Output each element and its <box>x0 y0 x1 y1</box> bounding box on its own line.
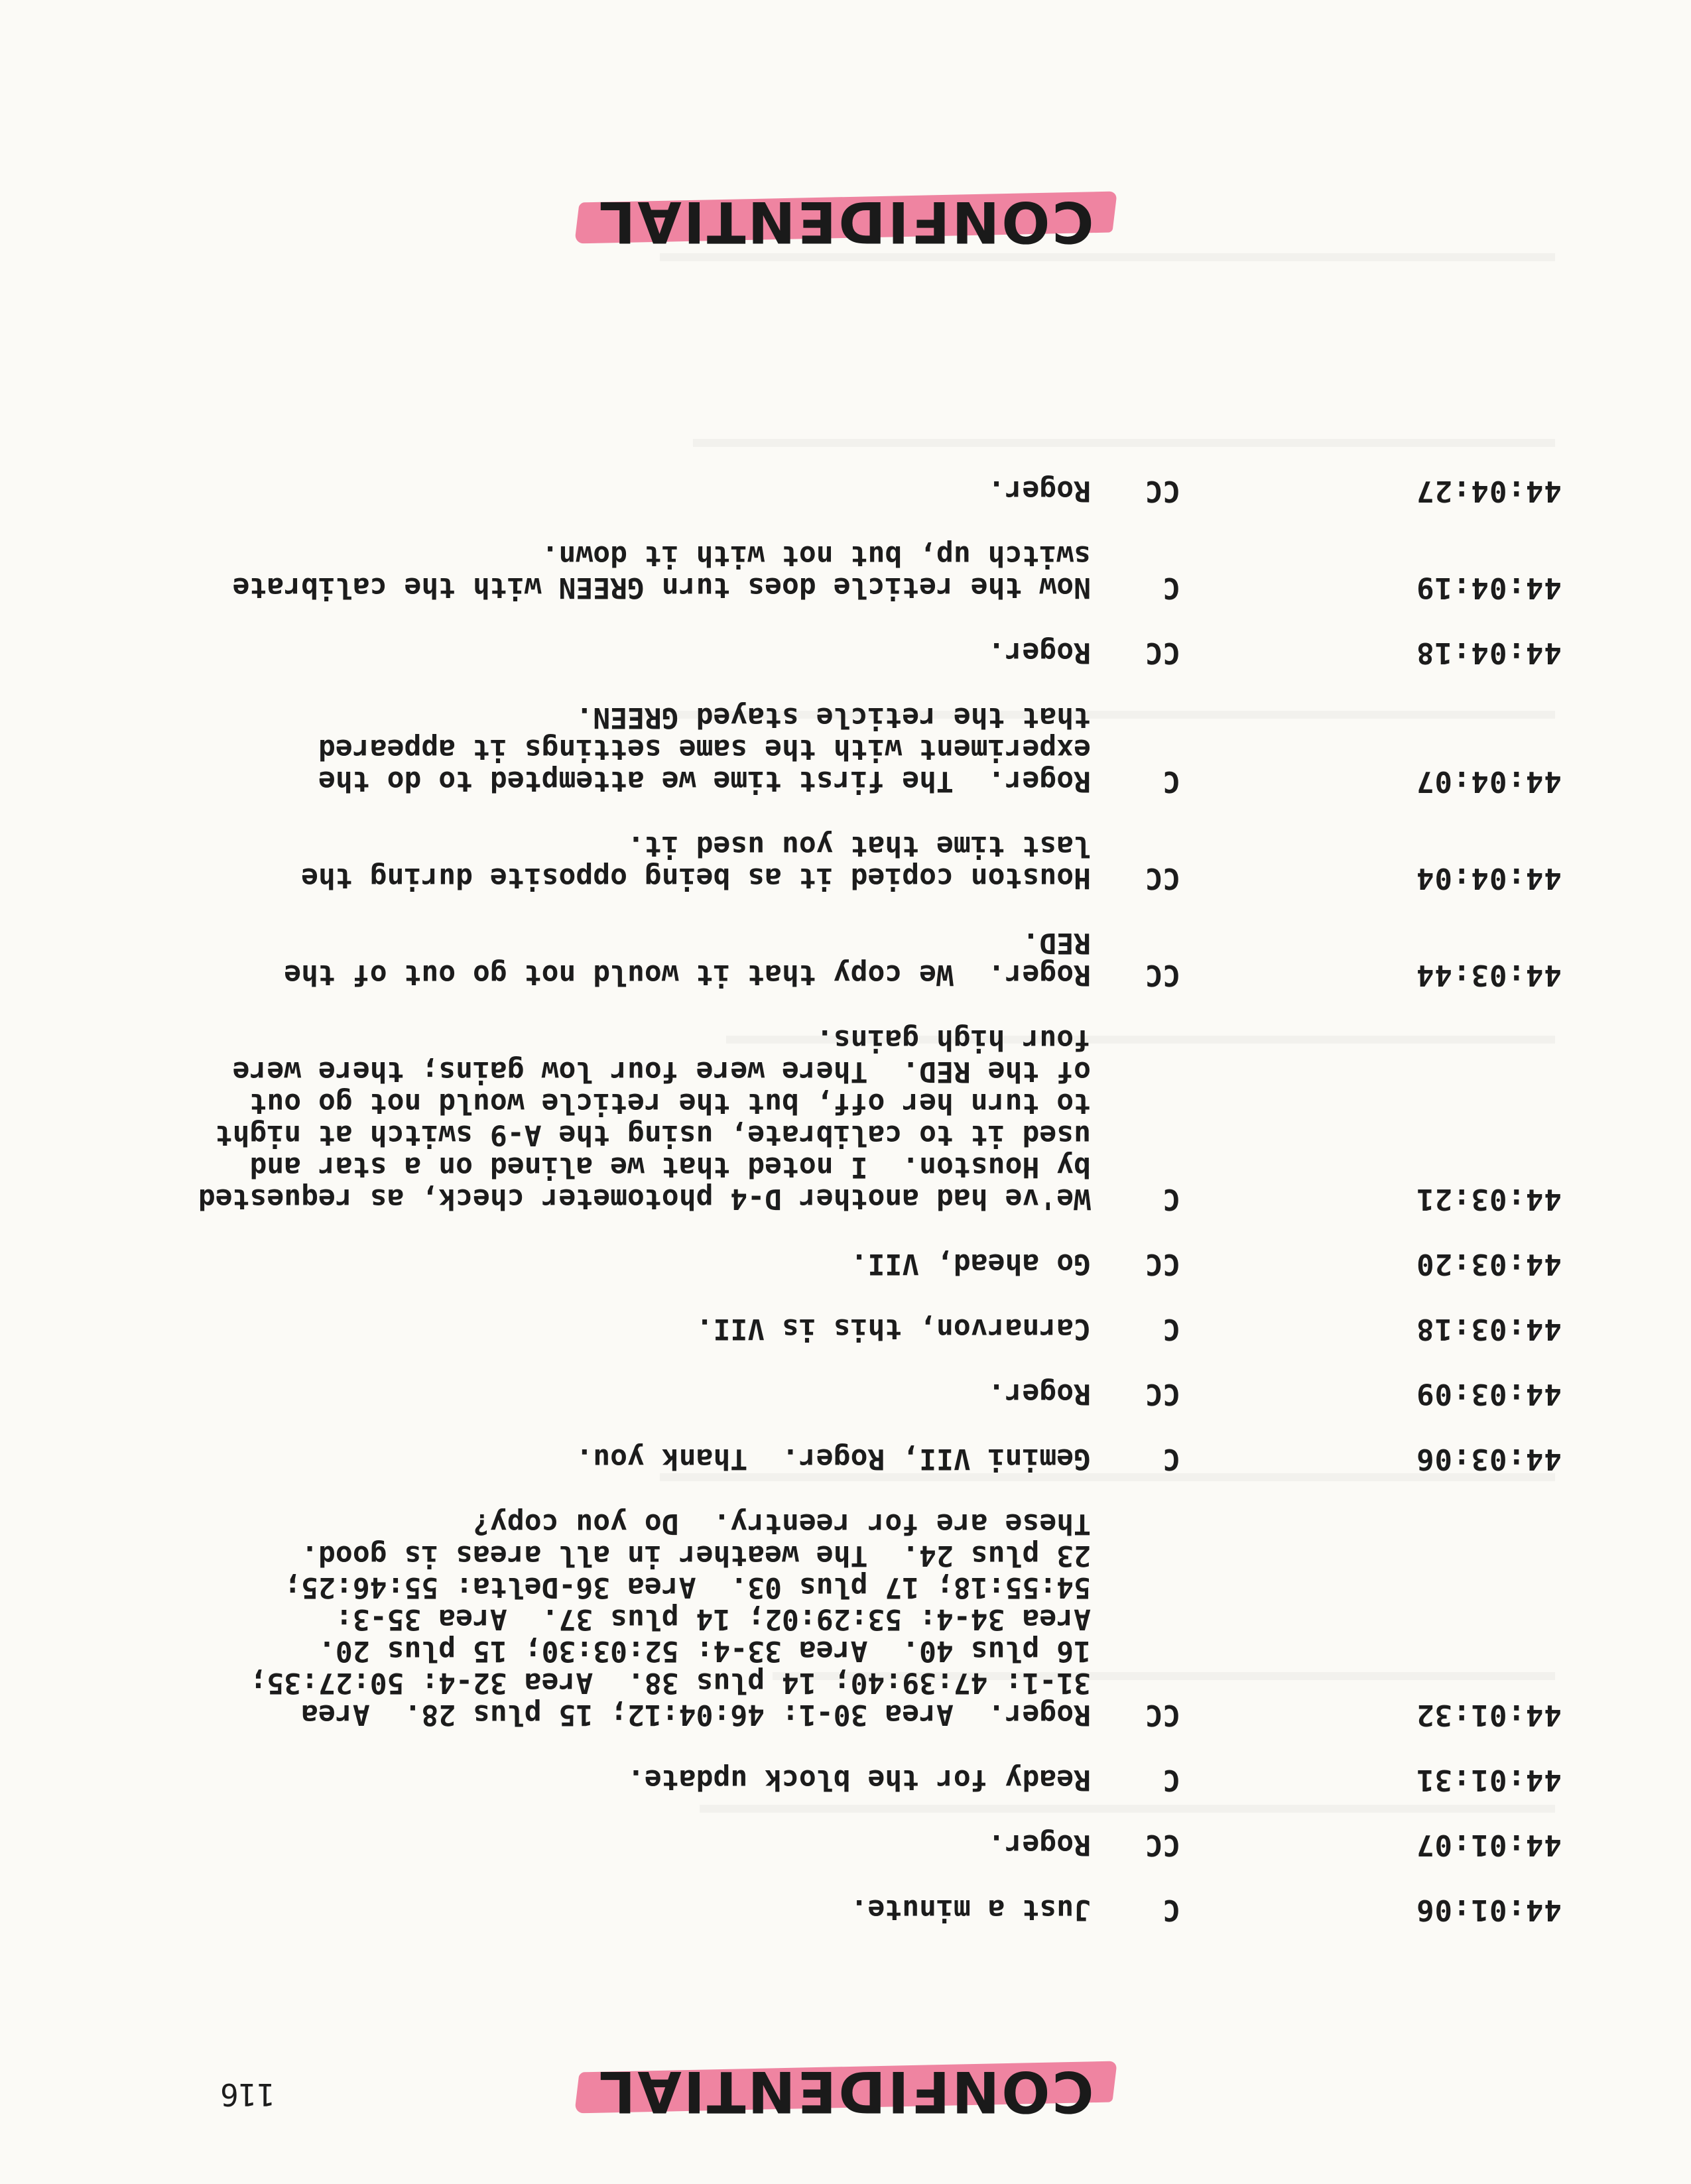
speaker: C <box>1162 571 1180 605</box>
elapsed-time: 44:03:18 <box>1416 1312 1562 1346</box>
dialogue-text: Roger. <box>987 1828 1091 1861</box>
dialogue-text: Roger. The first time we attempted to do the experiment with the same settings it appeared that the reticle stayed GREEN. <box>318 701 1091 798</box>
elapsed-time: 44:04:04 <box>1416 861 1562 895</box>
dialogue-text: We've had another D-4 photometer check, as requested by Houston. I noted that we alined on a star and used it to calibrate, using the A-9 switch at night to turn her off, but the reticle would not go out of the RED. There were four low gains; there were four high gains. <box>198 1023 1091 1215</box>
transcript-entry <box>0 701 1691 797</box>
speaker: CC <box>1145 1828 1180 1862</box>
elapsed-time: 44:04:27 <box>1416 474 1562 508</box>
speaker: CC <box>1145 636 1180 670</box>
transcript-entry <box>0 475 1691 507</box>
dialogue-text: Roger. Area 30-1: 46:04:12; 15 plus 28. Area 31-1: 47:39:40; 14 plus 38. Area 32-4: 50:27:35; 16 plus 40. Area 33-4: 52:03:30; 15 plus 20. Area 34-4: 53:29:02; 14 plus 37. Area 35-3: 54:55:18; 17 plus 03. Area 36-Delta: 55:46:25; 23 plus 24. The weather in all areas is good. These are for reentry. Do you copy? <box>249 1507 1091 1731</box>
dialogue-text: Ready for the block update. <box>627 1763 1091 1796</box>
confidential-label: CONFIDENTIAL <box>597 2058 1094 2124</box>
transcript-entry <box>0 927 1691 991</box>
speaker: CC <box>1145 474 1180 508</box>
dialogue-text: Now the reticle does turn GREEN with the calibrate switch up, but not with it down. <box>232 539 1091 604</box>
elapsed-time: 44:03:44 <box>1416 958 1562 992</box>
dialogue-text: Houston copied it as being opposite during the last time that you used it. <box>301 829 1091 894</box>
elapsed-time: 44:03:06 <box>1416 1442 1562 1476</box>
transcript-entry <box>0 1443 1691 1475</box>
confidential-stamp-top <box>0 2055 1691 2128</box>
speaker: C <box>1162 1893 1180 1927</box>
transcript-entry <box>0 1829 1691 1860</box>
elapsed-time: 44:01:06 <box>1416 1893 1562 1927</box>
elapsed-time: 44:03:20 <box>1416 1247 1562 1281</box>
elapsed-time: 44:01:31 <box>1416 1763 1562 1797</box>
speaker: CC <box>1145 958 1180 992</box>
dialogue-text: Just a minute. <box>850 1893 1091 1926</box>
transcript-entry <box>0 1378 1691 1410</box>
elapsed-time: 44:01:07 <box>1416 1828 1562 1862</box>
speaker: C <box>1162 1763 1180 1797</box>
elapsed-time: 44:04:18 <box>1416 636 1562 670</box>
dialogue-text: Carnarvon, this is VII. <box>696 1312 1091 1345</box>
transcript-entry <box>0 1764 1691 1795</box>
elapsed-time: 44:03:09 <box>1416 1377 1562 1411</box>
speaker: C <box>1162 1442 1180 1476</box>
transcript-entry <box>0 1508 1691 1730</box>
dialogue-text: Gemini VII, Roger. Thank you. <box>576 1442 1091 1475</box>
speaker: C <box>1162 1182 1180 1216</box>
speaker: C <box>1162 764 1180 798</box>
dialogue-text: Go ahead, VII. <box>850 1247 1091 1280</box>
dialogue-text: Roger. <box>987 1377 1091 1410</box>
transcript-entry <box>0 637 1691 668</box>
transcript-entry <box>0 830 1691 894</box>
transcript-entry <box>0 1894 1691 1925</box>
transcript-entry <box>0 1024 1691 1215</box>
speaker: CC <box>1145 1377 1180 1411</box>
dialogue-text: Roger. <box>987 474 1091 507</box>
speaker: CC <box>1145 861 1180 895</box>
dialogue-text: Roger. <box>987 636 1091 669</box>
speaker: CC <box>1145 1698 1180 1732</box>
elapsed-time: 44:04:19 <box>1416 571 1562 605</box>
elapsed-time: 44:01:32 <box>1416 1698 1562 1732</box>
speaker: C <box>1162 1312 1180 1346</box>
dialogue-text: Roger. We copy that it would not go out of the RED. <box>284 926 1091 991</box>
transcript-entry <box>0 540 1691 603</box>
transcript-entry <box>0 1313 1691 1345</box>
elapsed-time: 44:03:21 <box>1416 1182 1562 1216</box>
elapsed-time: 44:04:07 <box>1416 764 1562 798</box>
page-number: 116 <box>219 2077 275 2112</box>
speaker: CC <box>1145 1247 1180 1281</box>
transcript-entry <box>0 1248 1691 1280</box>
transcript <box>0 442 1691 1925</box>
confidential-label: CONFIDENTIAL <box>597 188 1094 255</box>
confidential-stamp-bottom <box>0 185 1691 258</box>
